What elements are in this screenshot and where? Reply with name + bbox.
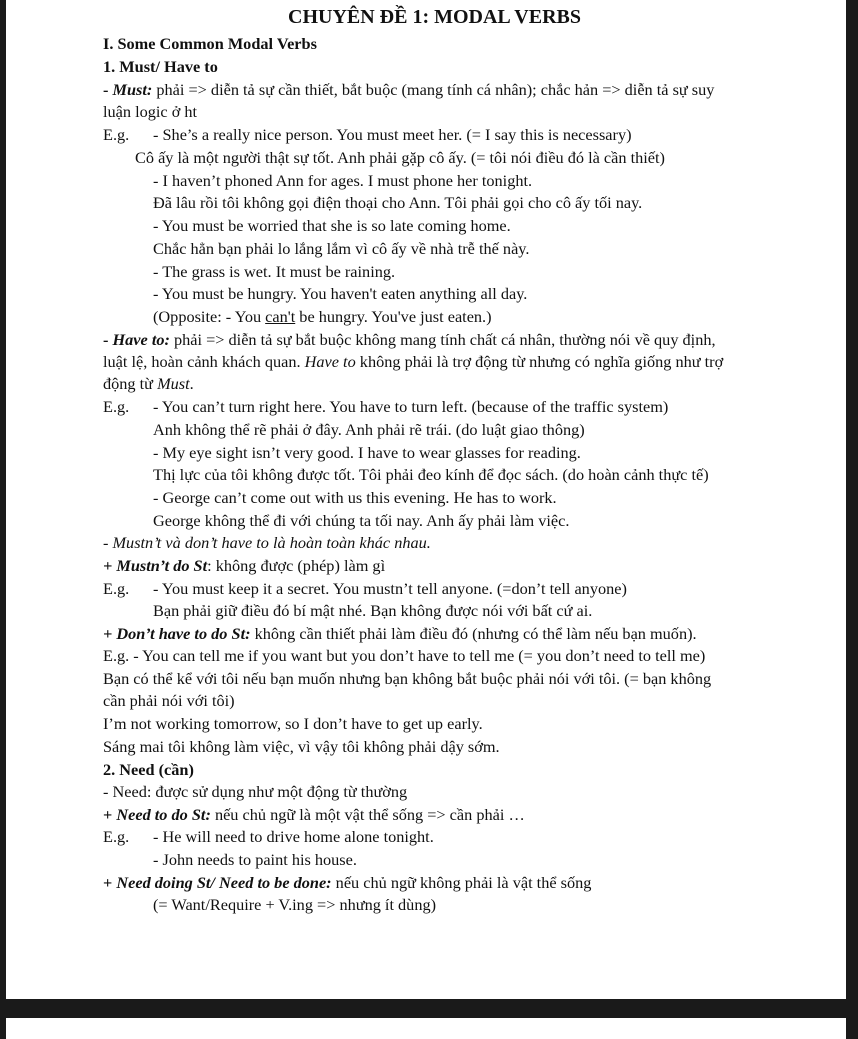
must-prefix: -: [103, 80, 113, 99]
donthave-term: + Don’t have to do St:: [103, 624, 251, 643]
haveto-line2-pre: luật lệ, hoàn cảnh khách quan.: [103, 352, 305, 371]
haveto-definition: [103, 330, 716, 350]
need-to-example-1: - He will need to drive home alone tonight.: [153, 827, 434, 846]
must-opposite: [153, 307, 492, 327]
need-doing-text: nếu chủ ngữ không phải là vật thể sống: [331, 873, 592, 892]
donthave-example-vi-cont: cần phải nói với tôi): [103, 691, 235, 710]
mustnt-eg-label: E.g.: [103, 579, 130, 598]
haveto-eg-label: E.g.: [103, 397, 130, 416]
opposite-underlined: can't: [265, 307, 296, 326]
need-to-term: Need to do St:: [116, 805, 211, 824]
haveto-definition-line2: [103, 352, 723, 372]
must-definition-text: phải => diễn tả sự cần thiết, bắt buộc (mang tính cá nhân); chắc hản => diễn tả sự suy: [152, 80, 715, 99]
section-heading: I. Some Common Modal Verbs: [103, 34, 317, 53]
donthave-definition: [103, 624, 697, 644]
haveto-example-1-vi: Anh không thể rẽ phải ở đây. Anh phải rẽ trái. (do luật giao thông): [153, 420, 585, 439]
need-to-eg-label: E.g.: [103, 827, 130, 846]
haveto-example-2-vi: Thị lực của tôi không được tốt. Tôi phải đeo kính để đọc sách. (do hoàn cảnh thực tế): [153, 465, 709, 484]
donthave-example-2-vi: Sáng mai tôi không làm việc, vì vậy tôi không phải dậy sớm.: [103, 737, 500, 756]
next-page-edge: [6, 1018, 846, 1039]
page-title: CHUYÊN ĐỀ 1: MODAL VERBS: [288, 6, 581, 28]
haveto-line3-pre: động từ: [103, 374, 158, 393]
subsection-heading-must: 1. Must/ Have to: [103, 57, 218, 76]
haveto-line2-post: không phải là trợ động từ nhưng có nghĩa giống như trợ: [355, 352, 724, 371]
donthave-example-2: I’m not working tomorrow, so I don’t have to get up early.: [103, 714, 483, 733]
haveto-example-2: - My eye sight isn’t very good. I have to wear glasses for reading.: [153, 443, 581, 462]
donthave-example: E.g. - You can tell me if you want but you don’t have to tell me (= you don’t need to tell me): [103, 646, 706, 665]
must-example-5: - You must be hungry. You haven't eaten anything all day.: [153, 284, 528, 303]
need-to-example-2: - John needs to paint his house.: [153, 850, 357, 869]
mustnt-example: - You must keep it a secret. You mustn’t tell anyone. (=don’t tell anyone): [153, 579, 627, 598]
haveto-definition-line3: [103, 374, 194, 394]
haveto-prefix: -: [103, 330, 113, 349]
must-eg-label: E.g.: [103, 125, 130, 144]
need-to-prefix: +: [103, 805, 117, 824]
must-example-1-vi: Cô ấy là một người thật sự tốt. Anh phải gặp cô ấy. (= tôi nói điều đó là cần thiết): [135, 148, 665, 167]
need-definition: - Need: được sử dụng như một động từ thường: [103, 782, 408, 801]
haveto-example-3: - George can’t come out with us this evening. He has to work.: [153, 488, 557, 507]
must-example-3-vi: Chắc hẳn bạn phải lo lắng lắm vì cô ấy về nhà trễ thế này.: [153, 239, 530, 258]
donthave-example-vi: Bạn có thể kể với tôi nếu bạn muốn nhưng bạn không bắt buộc phải nói với tôi. (= bạn không: [103, 669, 712, 688]
need-doing-term: Need doing St/ Need to be done:: [116, 873, 332, 892]
haveto-definition-text: phải => diễn tả sự bắt buộc không mang tính chất cá nhân, thường nói về quy định,: [169, 330, 716, 349]
mustnt-text: : không được (phép) làm gì: [207, 556, 386, 575]
subsection-heading-need: 2. Need (cần): [103, 760, 194, 779]
must-example-4: - The grass is wet. It must be raining.: [153, 262, 396, 281]
donthave-text: không cần thiết phải làm điều đó (nhưng có thể làm nếu bạn muốn).: [250, 624, 697, 643]
mustnt-term: + Mustn’t do St: [103, 556, 208, 575]
haveto-line2-term: Have to: [304, 352, 356, 371]
need-doing-note: (= Want/Require + V.ing => nhưng ít dùng): [153, 895, 437, 914]
must-example-3: - You must be worried that she is so late coming home.: [153, 216, 511, 235]
haveto-line3-term: Must: [157, 374, 190, 393]
haveto-term: Have to:: [112, 330, 170, 349]
document-page: [6, 0, 846, 999]
haveto-line3-post: .: [189, 374, 194, 393]
contrast-note: - Mustn’t và don’t have to là hoàn toàn khác nhau.: [103, 533, 431, 552]
need-to-text: nếu chủ ngữ là một vật thể sống => cần phải …: [210, 805, 525, 824]
must-term: Must:: [112, 80, 153, 99]
must-definition-cont: luận logic ở ht: [103, 102, 198, 121]
haveto-example-1: - You can’t turn right here. You have to turn left. (because of the traffic system): [153, 397, 669, 416]
must-example-2: - I haven’t phoned Ann for ages. I must phone her tonight.: [153, 171, 533, 190]
mustnt-example-vi: Bạn phải giữ điều đó bí mật nhé. Bạn không được nói với bất cứ ai.: [153, 601, 593, 620]
mustnt-definition: [103, 556, 385, 576]
need-doing-prefix: +: [103, 873, 117, 892]
need-doing-definition: [103, 873, 591, 893]
opposite-pre: (Opposite: - You: [153, 307, 266, 326]
haveto-example-3-vi: George không thể đi với chúng ta tối nay. Anh ấy phải làm việc.: [153, 511, 570, 530]
opposite-post: be hungry. You've just eaten.): [295, 307, 492, 326]
must-definition: [103, 80, 714, 100]
must-example-1: - She’s a really nice person. You must meet her. (= I say this is necessary): [153, 125, 632, 144]
must-example-2-vi: Đã lâu rồi tôi không gọi điện thoại cho Ann. Tôi phải gọi cho cô ấy tối nay.: [153, 193, 643, 212]
need-to-definition: [103, 805, 525, 825]
